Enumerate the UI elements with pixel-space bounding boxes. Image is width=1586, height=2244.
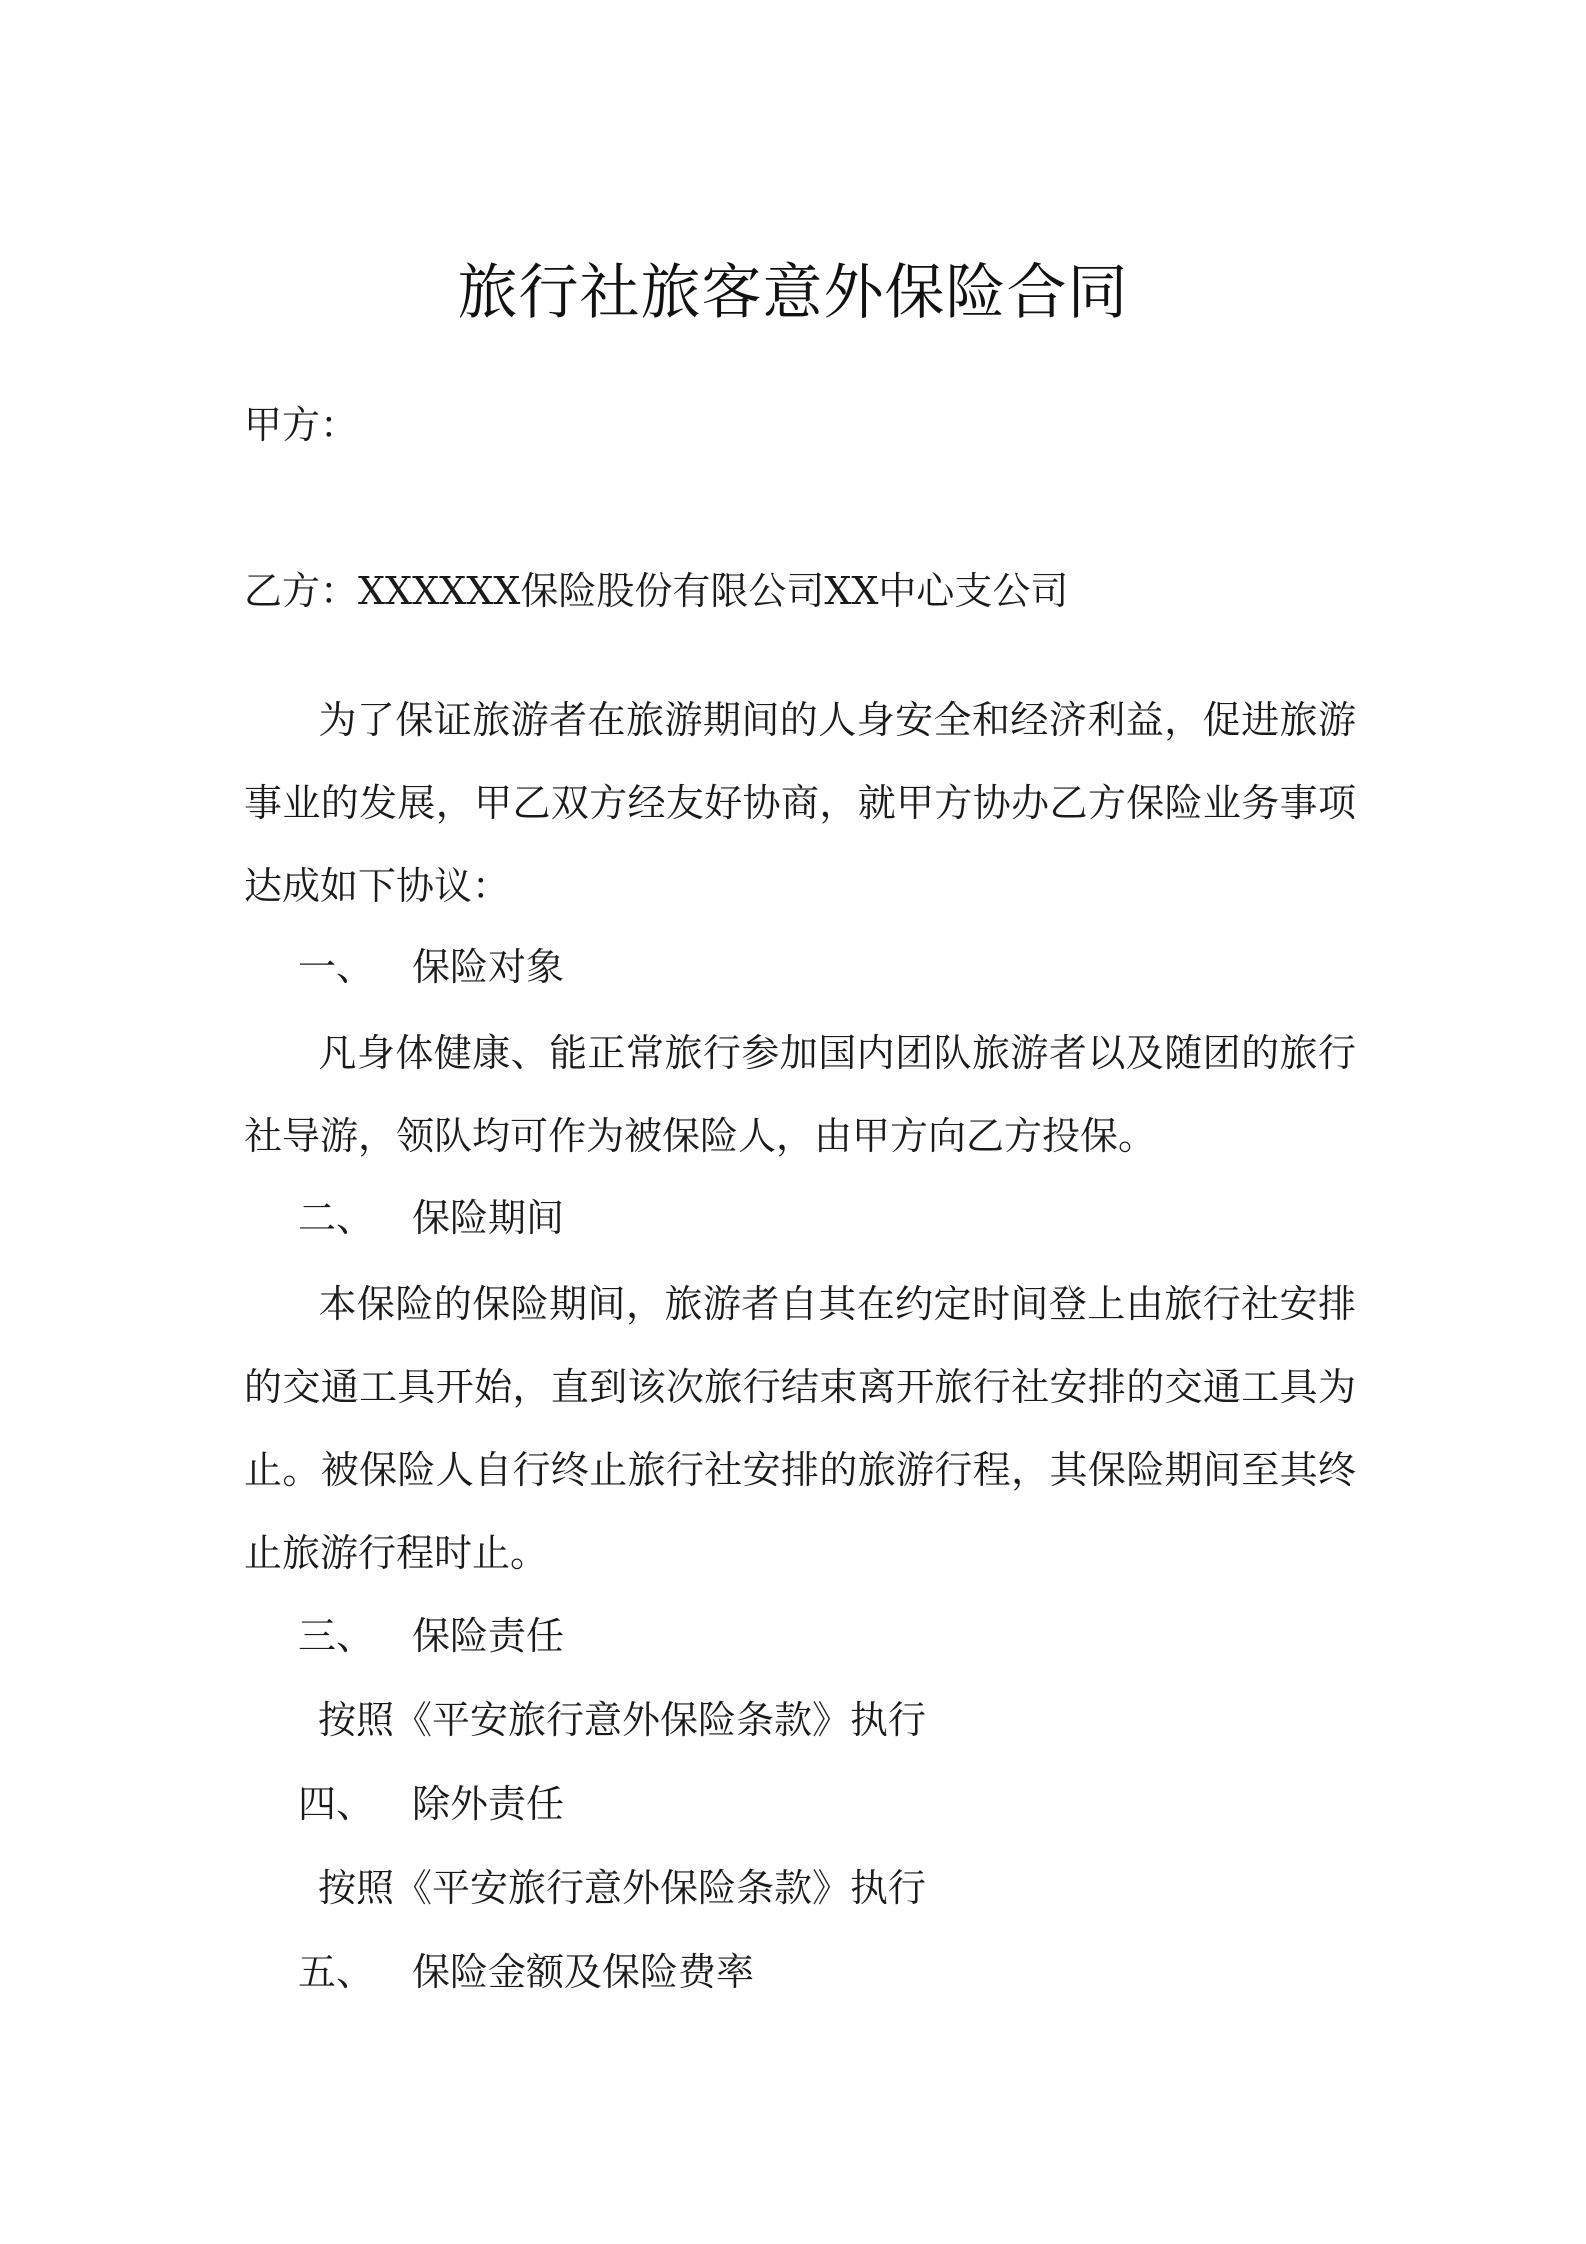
section-3-number: 三、	[298, 1614, 375, 1658]
section-4-number: 四、	[298, 1782, 375, 1826]
section-1-number: 一、	[298, 945, 375, 989]
party-b-line: 乙方：XXXXXX保险股份有限公司XX中心支公司	[244, 569, 1069, 613]
intro-paragraph	[244, 679, 1356, 928]
document-title: 旅行社旅客意外保险合同	[457, 258, 1129, 328]
section-1-text: 凡身体健康、能正常旅行参加国内团队旅游者以及随团的旅行社导游，领队均可作为被保险人，由甲方向乙方投保。	[244, 1031, 1356, 1158]
section-3-body: 按照《平安旅行意外保险条款》执行	[318, 1698, 927, 1742]
section-5-title: 保险金额及保险费率	[412, 1950, 755, 1994]
section-5-number: 五、	[298, 1950, 375, 1994]
section-2-title: 保险期间	[412, 1196, 565, 1240]
section-1-title: 保险对象	[412, 945, 565, 989]
section-2-heading	[298, 1193, 564, 1243]
section-3-title: 保险责任	[412, 1614, 565, 1658]
section-5-heading	[298, 1947, 754, 1997]
section-2-number: 二、	[298, 1196, 375, 1240]
section-2-text: 本保险的保险期间，旅游者自其在约定时间登上由旅行社安排的交通工具开始，直到该次旅行结束离开旅行社安排的交通工具为止。被保险人自行终止旅行社安排的旅游行程，其保险期间至其终止旅游行程时止。	[244, 1282, 1356, 1575]
party-a-label: 甲方：	[244, 403, 359, 447]
section-1-heading	[298, 942, 564, 992]
section-4-heading	[298, 1779, 564, 1829]
section-2-body	[244, 1263, 1356, 1595]
section-1-body	[244, 1012, 1356, 1178]
section-4-body: 按照《平安旅行意外保险条款》执行	[318, 1866, 927, 1910]
section-4-title: 除外责任	[412, 1782, 565, 1826]
intro-text: 为了保证旅游者在旅游期间的人身安全和经济利益，促进旅游事业的发展，甲乙双方经友好协商，就甲方协办乙方保险业务事项达成如下协议：	[244, 698, 1356, 908]
section-3-heading	[298, 1611, 564, 1661]
